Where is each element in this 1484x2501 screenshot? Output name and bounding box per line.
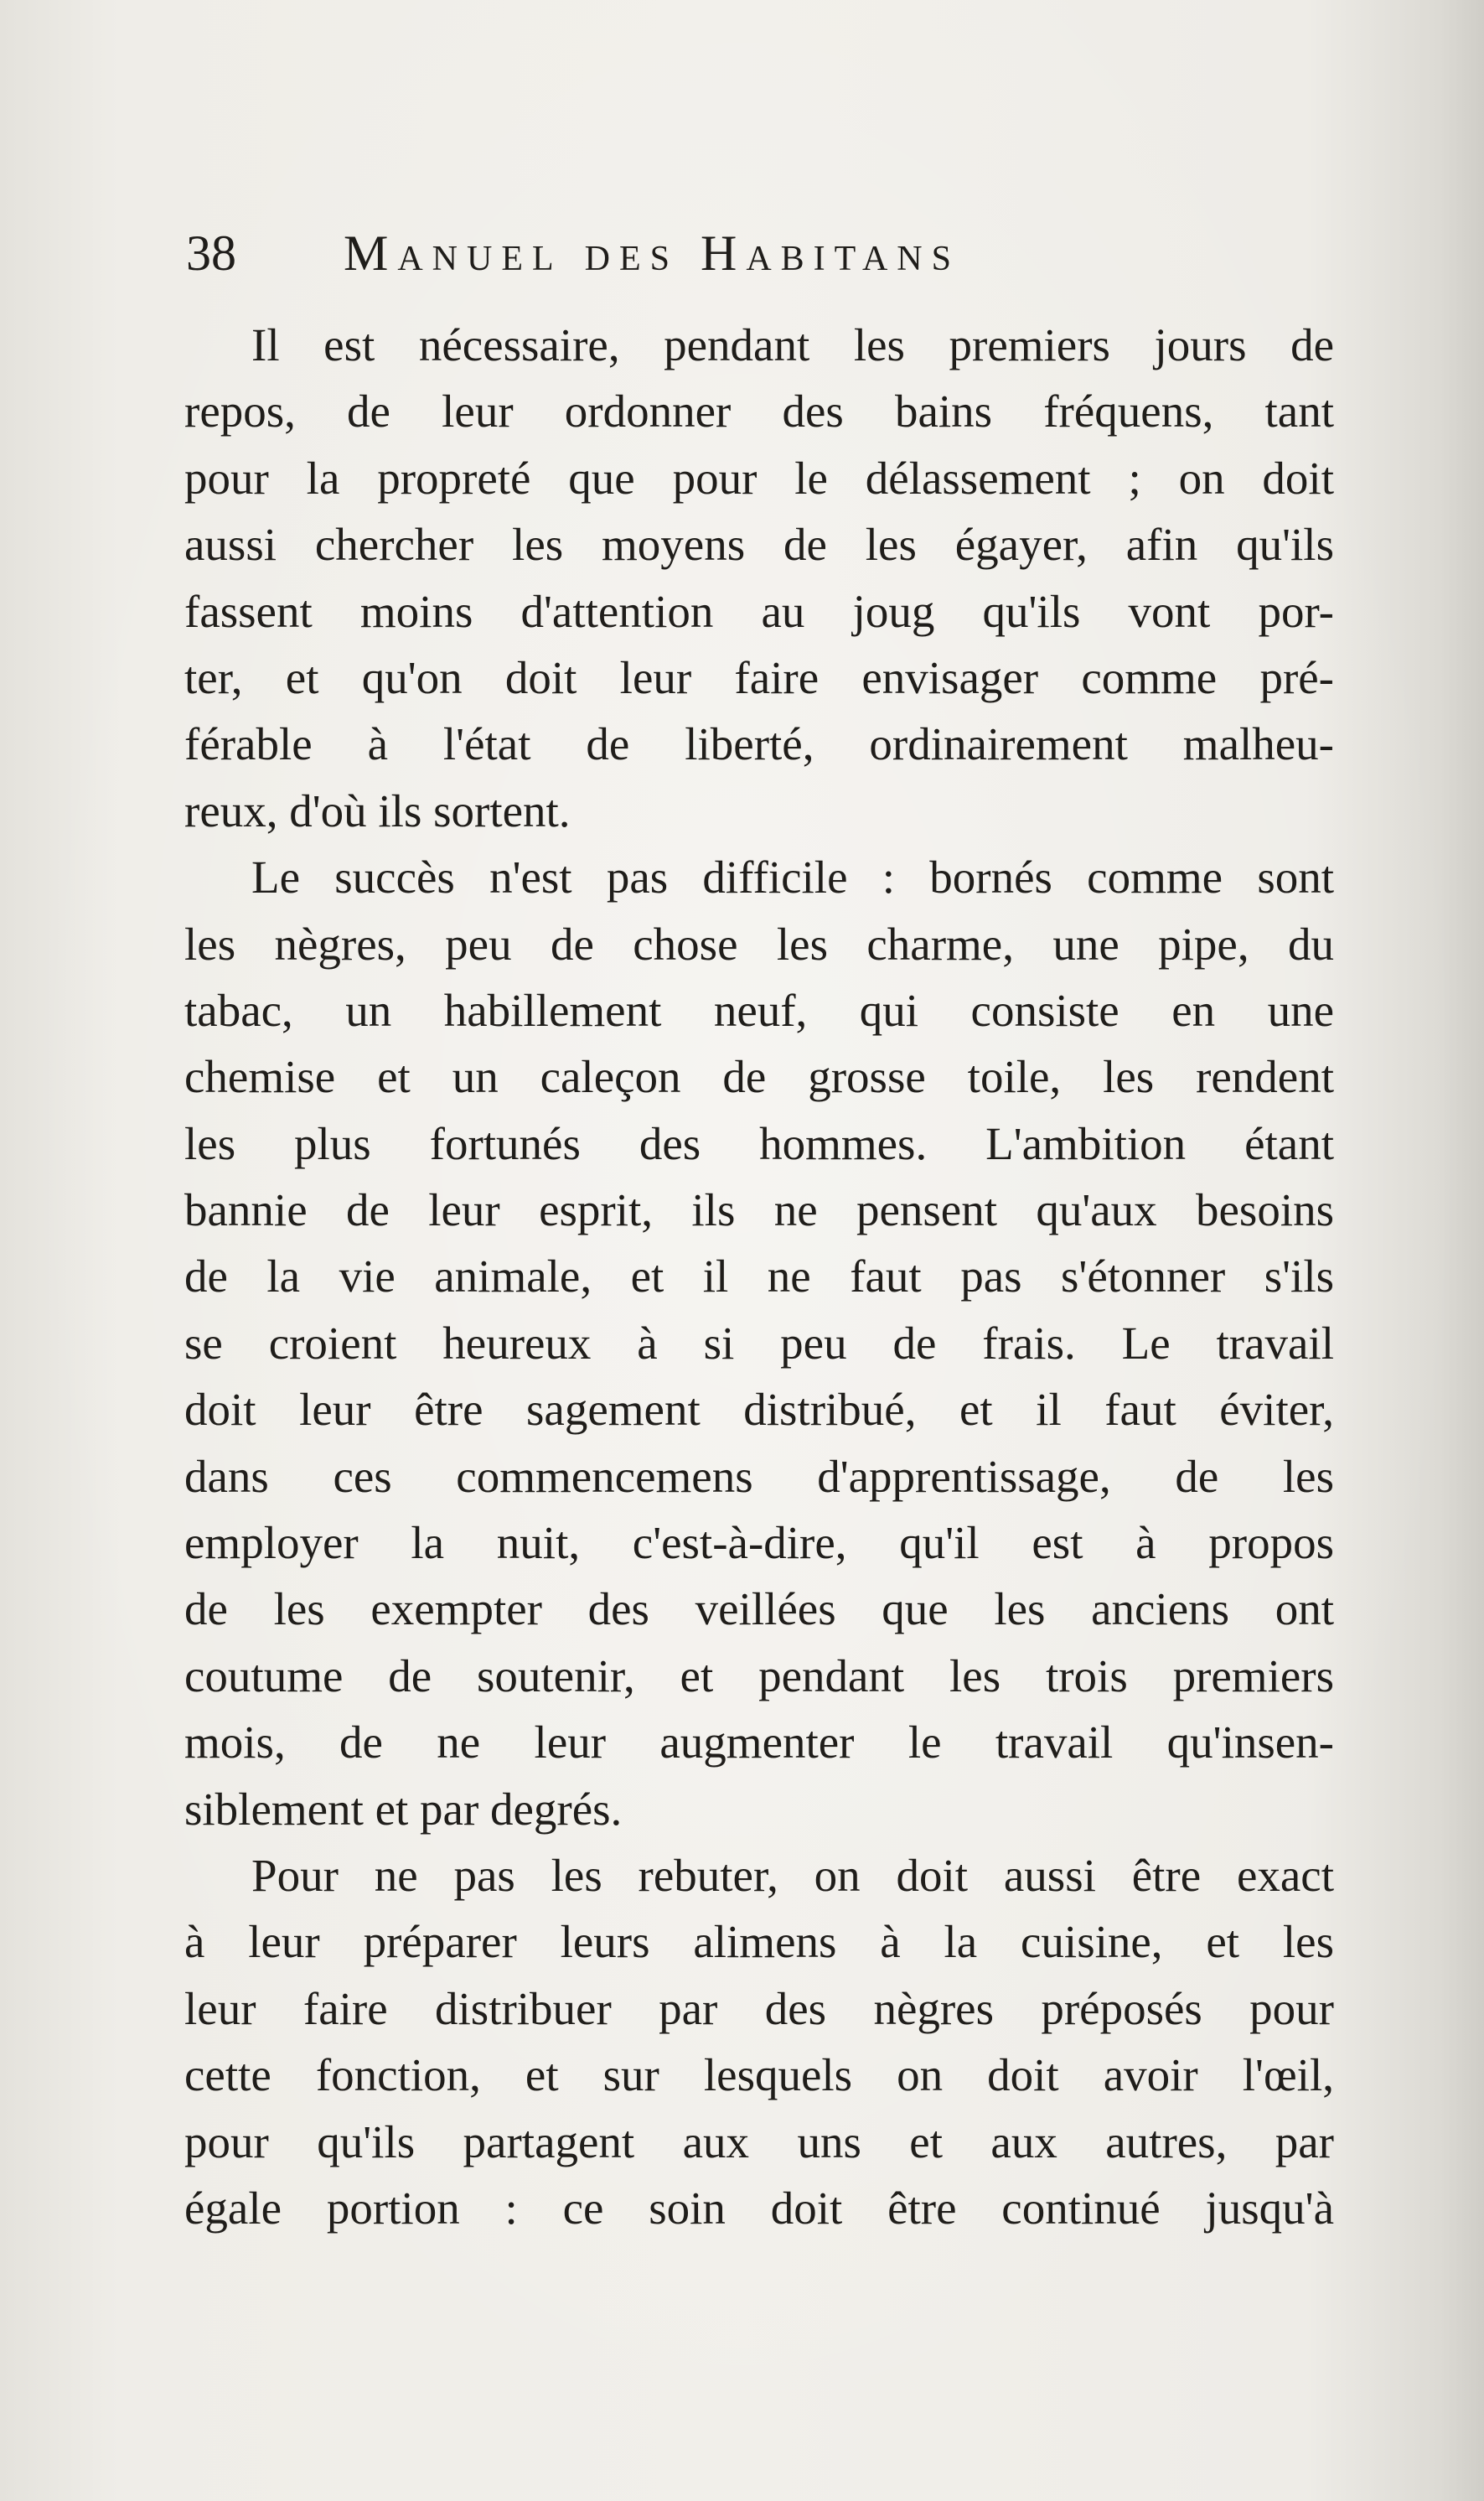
text-line: cette fonction, et sur lesquels on doit avoir l'œil, — [184, 2049, 1334, 2101]
text-line: Pour ne pas les rebuter, on doit aussi être exact — [251, 1849, 1334, 1901]
text-line: fassent moins d'attention au joug qu'ils vont por- — [184, 585, 1334, 637]
text-line: leur faire distribuer par des nègres préposés pour — [184, 1982, 1334, 2034]
text-line: les nègres, peu de chose les charme, une pipe, du — [184, 918, 1334, 970]
text-line: repos, de leur ordonner des bains fréquens, tant — [184, 386, 1334, 438]
text-line: égale portion : ce soin doit être continué jusqu'à — [184, 2182, 1334, 2234]
running-head-title: Manuel des Habitans — [344, 225, 960, 281]
text-line: à leur préparer leurs alimens à la cuisine, et les — [184, 1916, 1334, 1968]
text-line: férable à l'état de liberté, ordinairement malheu- — [184, 718, 1334, 770]
text-line: coutume de soutenir, et pendant les trois premiers — [184, 1649, 1334, 1701]
text-line: dans ces commencemens d'apprentissage, de les — [184, 1450, 1334, 1502]
text-line: employer la nuit, c'est-à-dire, qu'il est à propos — [184, 1517, 1334, 1569]
text-line: aussi chercher les moyens de les égayer, afin qu'ils — [184, 519, 1334, 571]
text-line: ter, et qu'on doit leur faire envisager comme pré- — [184, 651, 1334, 703]
running-head — [184, 220, 1334, 287]
text-line: doit leur être sagement distribué, et il faut éviter, — [184, 1384, 1334, 1436]
text-line: siblement et par degrés. — [184, 1783, 623, 1835]
text-line: pour la propreté que pour le délassement ; on doit — [184, 452, 1334, 504]
text-line: les plus fortunés des hommes. L'ambition étant — [184, 1117, 1334, 1169]
text-line: mois, de ne leur augmenter le travail qu'insen- — [184, 1717, 1334, 1768]
text-line: reux, d'où ils sortent. — [184, 784, 571, 836]
page-number: 38 — [186, 225, 236, 281]
text-line: chemise et un caleçon de grosse toile, les rendent — [184, 1051, 1334, 1103]
text-line: de la vie animale, et il ne faut pas s'étonner s'ils — [184, 1250, 1334, 1302]
text-line: de les exempter des veillées que les anciens ont — [184, 1583, 1334, 1635]
text-line: Il est nécessaire, pendant les premiers jours de — [251, 319, 1334, 370]
text-line: Le succès n'est pas difficile : bornés comme sont — [251, 852, 1334, 904]
body-text — [184, 312, 1334, 2241]
text-line: bannie de leur esprit, ils ne pensent qu'aux besoins — [184, 1184, 1334, 1236]
text-line: tabac, un habillement neuf, qui consiste en une — [184, 984, 1334, 1036]
text-line: pour qu'ils partagent aux uns et aux autres, par — [184, 2115, 1334, 2167]
text-line: se croient heureux à si peu de frais. Le travail — [184, 1317, 1334, 1369]
